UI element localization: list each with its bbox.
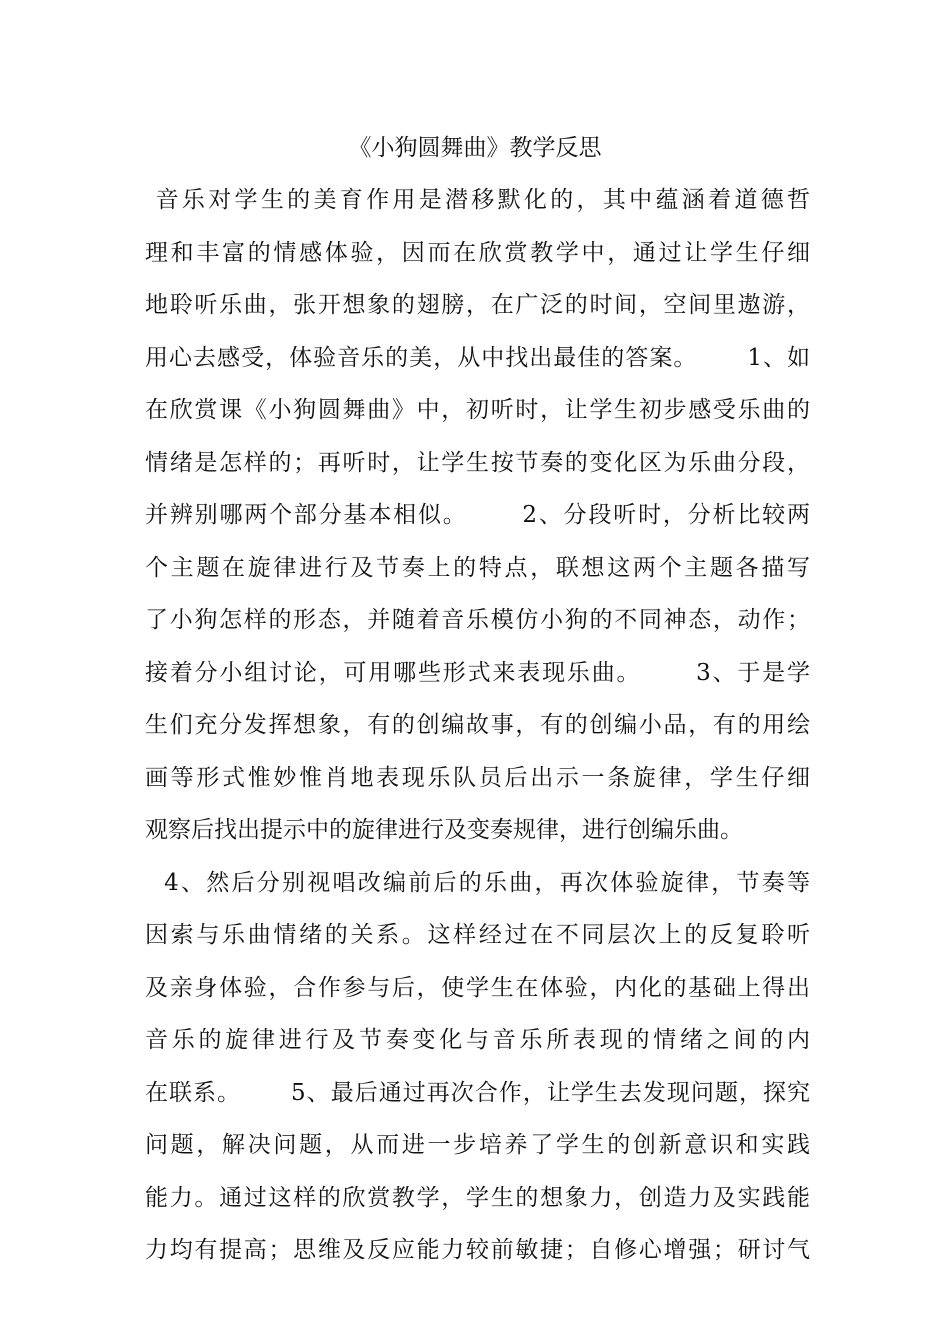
paragraph-line: 问题，解决问题，从而进一步培养了学生的创新意识和实践 [145, 1132, 810, 1158]
paragraph-line: 4、然后分别视唱改编前后的乐曲，再次体验旋律，节奏等 [145, 869, 810, 896]
document-body [145, 174, 810, 1277]
paragraph-line: 并辨别哪两个部分基本相似。 2、分段听时，分析比较两 [145, 502, 810, 528]
paragraph-line: 接着分小组讨论，可用哪些形式来表现乐曲。 3、于是学 [145, 659, 810, 686]
paragraph-line: 在联系。 5、最后通过再次合作，让学生去发现问题，探究 [145, 1079, 810, 1106]
paragraph-line: 地聆听乐曲，张开想象的翅膀，在广泛的时间，空间里遨游， [145, 292, 810, 318]
paragraph-line: 了小狗怎样的形态，并随着音乐模仿小狗的不同神态，动作； [145, 607, 810, 633]
paragraph-line: 观察后找出提示中的旋律进行及变奏规律，进行创编乐曲。 [145, 817, 743, 843]
paragraph-line: 理和丰富的情感体验，因而在欣赏教学中，通过让学生仔细 [145, 239, 810, 266]
paragraph-line: 及亲身体验，合作参与后，使学生在体验，内化的基础上得出 [145, 974, 810, 1001]
paragraph-line: 能力。通过这样的欣赏教学，学生的想象力，创造力及实践能 [145, 1184, 810, 1211]
paragraph-line: 生们充分发挥想象，有的创编故事，有的创编小品，有的用绘 [145, 712, 810, 738]
paragraph-line: 画等形式惟妙惟肖地表现乐队员后出示一条旋律，学生仔细 [145, 764, 810, 791]
document-title: 《小狗圆舞曲》教学反思 [348, 135, 602, 161]
paragraph-line: 个主题在旋律进行及节奏上的特点，联想这两个主题各描写 [145, 554, 810, 581]
paragraph-line: 音乐的旋律进行及节奏变化与音乐所表现的情绪之间的内 [145, 1027, 810, 1053]
paragraph-line: 力均有提高；思维及反应能力较前敏捷；自修心增强；研讨气 [145, 1237, 810, 1263]
paragraph-line: 情绪是怎样的；再听时，让学生按节奏的变化区为乐曲分段， [145, 449, 810, 476]
paragraph-line: 用心去感受，体验音乐的美，从中找出最佳的答案。 1、如 [145, 344, 810, 371]
paragraph-line: 音乐对学生的美育作用是潜移默化的，其中蕴涵着道德哲 [145, 187, 810, 213]
paragraph-line: 因索与乐曲情绪的关系。这样经过在不同层次上的反复聆听 [145, 922, 810, 948]
paragraph-line: 在欣赏课《小狗圆舞曲》中，初听时，让学生初步感受乐曲的 [145, 397, 810, 423]
